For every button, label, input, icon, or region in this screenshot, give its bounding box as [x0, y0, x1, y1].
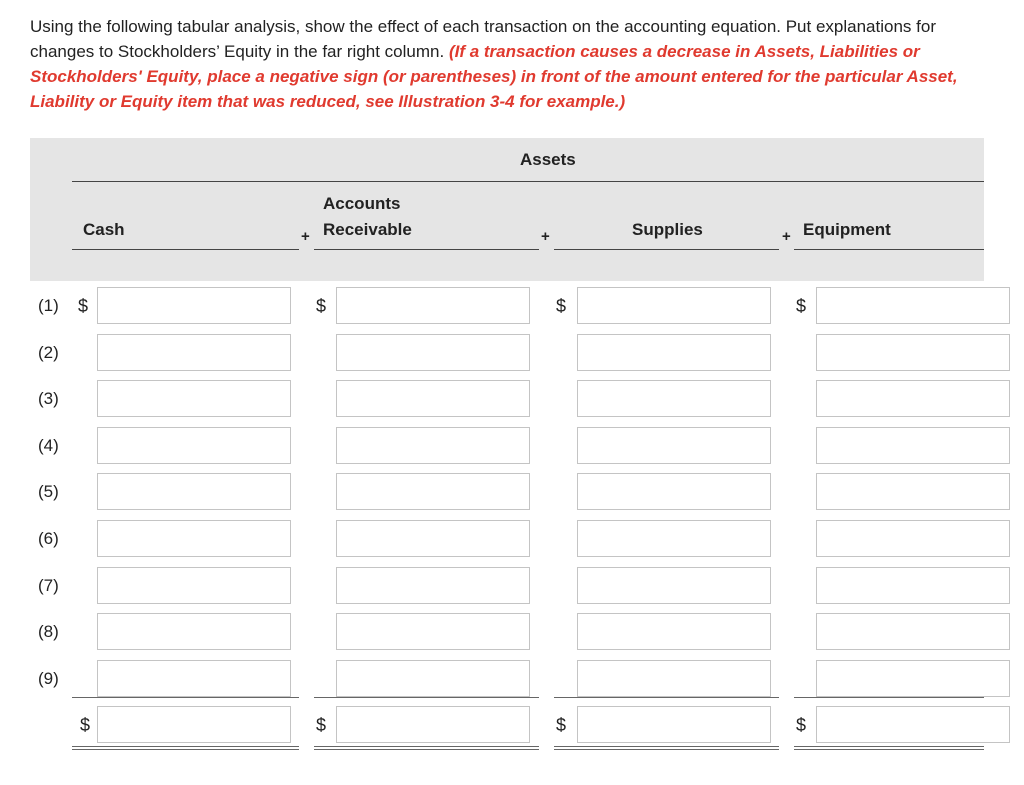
- total-overline: [72, 697, 299, 698]
- total-overline: [554, 697, 779, 698]
- plus-sign-3: +: [782, 228, 791, 245]
- assets-group-title: Assets: [520, 150, 576, 169]
- accounts-receivable-input-row-7[interactable]: [336, 567, 530, 604]
- supplies-input-row-7[interactable]: [577, 567, 771, 604]
- supplies-input-row-4[interactable]: [577, 427, 771, 464]
- total-double-underline: [72, 749, 299, 750]
- table-header-band: [30, 138, 984, 281]
- total-double-underline: [554, 749, 779, 750]
- dollar-sign: $: [796, 715, 807, 735]
- cash-input-row-9[interactable]: [97, 660, 291, 697]
- dollar-sign: $: [556, 296, 567, 316]
- accounts-receivable-input-row-8[interactable]: [336, 613, 530, 650]
- cash-input-row-8[interactable]: [97, 613, 291, 650]
- row-label: (4): [38, 436, 59, 455]
- column-header-cash-label: Cash: [83, 220, 125, 239]
- dollar-sign: $: [796, 296, 807, 316]
- equipment-input-row-7[interactable]: [816, 567, 1010, 604]
- column-header-supplies: [632, 217, 703, 243]
- assets-group-underline: [72, 181, 984, 182]
- column-header-supplies-label: Supplies: [632, 220, 703, 239]
- row-label: (8): [38, 622, 59, 641]
- column-underline-equipment: [794, 249, 984, 250]
- equipment-input-row-1[interactable]: [816, 287, 1010, 324]
- supplies-input-row-1[interactable]: [577, 287, 771, 324]
- cash-input-row-3[interactable]: [97, 380, 291, 417]
- total-double-underline: [72, 746, 299, 747]
- total-double-underline: [314, 749, 539, 750]
- total-overline: [794, 697, 984, 698]
- equipment-total-input[interactable]: [816, 706, 1010, 743]
- accounts-receivable-input-row-4[interactable]: [336, 427, 530, 464]
- plus-sign-2: +: [541, 228, 550, 245]
- equipment-input-row-3[interactable]: [816, 380, 1010, 417]
- dollar-sign: $: [556, 715, 567, 735]
- dollar-sign: $: [78, 296, 89, 316]
- supplies-input-row-3[interactable]: [577, 380, 771, 417]
- supplies-total-input[interactable]: [577, 706, 771, 743]
- row-label: (2): [38, 343, 59, 362]
- equipment-input-row-6[interactable]: [816, 520, 1010, 557]
- accounts-receivable-input-row-2[interactable]: [336, 334, 530, 371]
- row-label: (9): [38, 669, 59, 688]
- cash-total-input[interactable]: [97, 706, 291, 743]
- equipment-input-row-4[interactable]: [816, 427, 1010, 464]
- instructions-text: Using the following tabular analysis, show the effect of each transaction on the accounting equation. Put explanations for changes to Stockholders’ Equity in the far right column.: [30, 17, 936, 61]
- cash-input-row-5[interactable]: [97, 473, 291, 510]
- equipment-input-row-2[interactable]: [816, 334, 1010, 371]
- accounts-receivable-input-row-3[interactable]: [336, 380, 530, 417]
- row-label: (3): [38, 389, 59, 408]
- column-header-equipment: [803, 217, 891, 243]
- accounts-receivable-total-input[interactable]: [336, 706, 530, 743]
- column-header-accounts-receivable: [323, 191, 412, 243]
- cash-input-row-1[interactable]: [97, 287, 291, 324]
- row-label: (1): [38, 296, 59, 315]
- accounts-receivable-input-row-6[interactable]: [336, 520, 530, 557]
- column-header-ar-line2: Receivable: [323, 220, 412, 239]
- dollar-sign: $: [316, 296, 327, 316]
- accounts-receivable-input-row-1[interactable]: [336, 287, 530, 324]
- dollar-sign: $: [80, 715, 91, 735]
- accounts-receivable-input-row-9[interactable]: [336, 660, 530, 697]
- row-label: (5): [38, 482, 59, 501]
- total-double-underline: [794, 746, 984, 747]
- row-label: (6): [38, 529, 59, 548]
- total-double-underline: [554, 746, 779, 747]
- column-header-equipment-label: Equipment: [803, 220, 891, 239]
- column-underline-ar: [314, 249, 539, 250]
- column-underline-supplies: [554, 249, 779, 250]
- accounts-receivable-input-row-5[interactable]: [336, 473, 530, 510]
- column-underline-cash: [72, 249, 299, 250]
- supplies-input-row-6[interactable]: [577, 520, 771, 557]
- total-double-underline: [314, 746, 539, 747]
- supplies-input-row-8[interactable]: [577, 613, 771, 650]
- instructions: [30, 14, 990, 114]
- supplies-input-row-2[interactable]: [577, 334, 771, 371]
- total-overline: [314, 697, 539, 698]
- column-header-cash: [83, 217, 125, 243]
- cash-input-row-2[interactable]: [97, 334, 291, 371]
- column-header-ar-line1: Accounts: [323, 194, 401, 213]
- total-double-underline: [794, 749, 984, 750]
- row-label: (7): [38, 576, 59, 595]
- supplies-input-row-9[interactable]: [577, 660, 771, 697]
- supplies-input-row-5[interactable]: [577, 473, 771, 510]
- equipment-input-row-9[interactable]: [816, 660, 1010, 697]
- cash-input-row-7[interactable]: [97, 567, 291, 604]
- cash-input-row-6[interactable]: [97, 520, 291, 557]
- equipment-input-row-8[interactable]: [816, 613, 1010, 650]
- dollar-sign: $: [316, 715, 327, 735]
- plus-sign-1: +: [301, 228, 310, 245]
- cash-input-row-4[interactable]: [97, 427, 291, 464]
- instructions-emphasis: (If a transaction causes a decrease in Assets, Liabilities or Stockholders' Equity, place a negative sign (or parentheses) in front of the amount entered for the particular Asset, Liability or Equity item that was reduced, see Illustration 3-4 for example.): [30, 42, 958, 111]
- equipment-input-row-5[interactable]: [816, 473, 1010, 510]
